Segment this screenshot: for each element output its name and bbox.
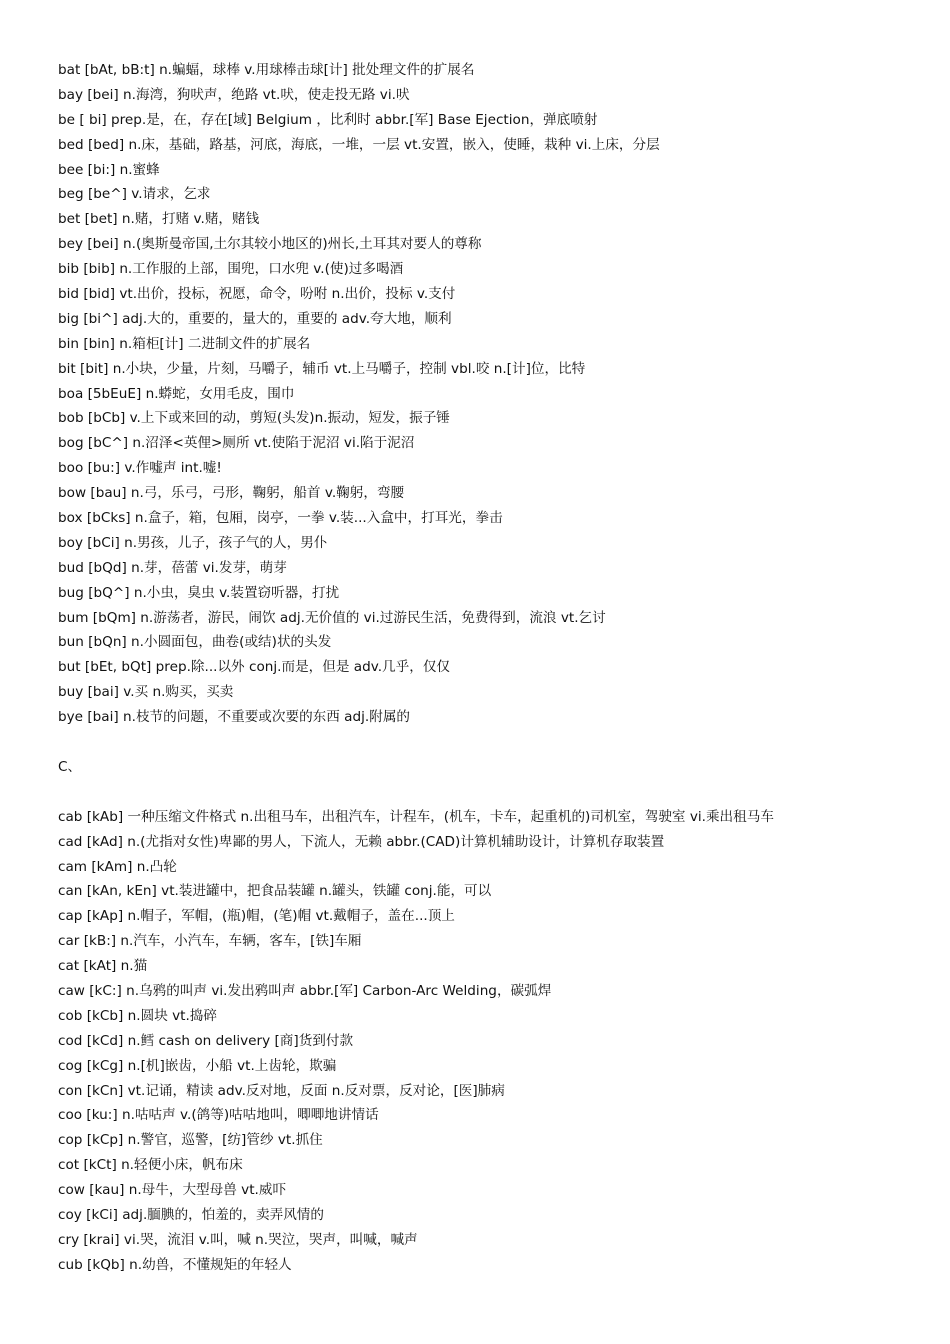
dictionary-entry: can [kAn, kEn] vt.装进罐中，把食品装罐 n.罐头，铁罐 conj.能，可以 (58, 883, 492, 900)
dictionary-entry: be [ bi] prep.是，在，存在[域] Belgium ，比利时 abbr.[军] Base Ejection，弹底喷射 (58, 111, 598, 128)
dictionary-entry: boy [bCi] n.男孩，儿子，孩子气的人，男仆 (58, 534, 328, 551)
dictionary-entry: car [kB:] n.汽车，小汽车，车辆，客车，[铁]车厢 (58, 933, 362, 950)
dictionary-entry: caw [kC:] n.乌鸦的叫声 vi.发出鸦叫声 abbr.[军] Carbon-Arc Welding，碳弧焊 (58, 982, 552, 999)
section-c-heading: C、 (58, 758, 82, 775)
dictionary-entry: bug [bQ^] n.小虫，臭虫 v.装置窃听器，打扰 (58, 584, 340, 601)
dictionary-entry: cad [kAd] n.(尤指对女性)卑鄙的男人，下流人，无赖 abbr.(CAD)计算机辅助设计，计算机存取装置 (58, 833, 665, 850)
dictionary-entry: cap [kAp] n.帽子，军帽，(瓶)帽，(笔)帽 vt.戴帽子，盖在...顶上 (58, 908, 455, 925)
dictionary-entry: cam [kAm] n.凸轮 (58, 858, 177, 875)
dictionary-entry: cab [kAb] 一种压缩文件格式 n.出租马车，出租汽车，计程车，(机车，卡车，起重机的)司机室，驾驶室 vi.乘出租马车 (58, 808, 774, 825)
dictionary-entry: coy [kCi] adj.腼腆的，怕羞的，卖弄风情的 (58, 1206, 324, 1223)
dictionary-entry: bey [bei] n.(奥斯曼帝国,土尔其较小地区的)州长,土耳其对要人的尊称 (58, 236, 482, 253)
dictionary-entry: cry [krai] vi.哭，流泪 v.叫，喊 n.哭泣，哭声，叫喊，喊声 (58, 1231, 418, 1248)
dictionary-entry: cat [kAt] n.猫 (58, 958, 148, 975)
dictionary-entry: bin [bin] n.箱柜[计] 二进制文件的扩展名 (58, 335, 311, 352)
dictionary-entry: cod [kCd] n.鳕 cash on delivery [商]货到付款 (58, 1032, 354, 1049)
dictionary-entry: bid [bid] vt.出价，投标，祝愿，命令，吩咐 n.出价，投标 v.支付 (58, 286, 456, 303)
dictionary-entry: box [bCks] n.盒子，箱，包厢，岗亭，一拳 v.装...入盒中，打耳光，拳击 (58, 510, 503, 527)
section-gap (58, 780, 938, 805)
dictionary-entry: buy [bai] v.买 n.购买，买卖 (58, 684, 234, 701)
dictionary-entry: cog [kCg] n.[机]嵌齿，小船 vt.上齿轮，欺骗 (58, 1057, 337, 1074)
dictionary-entry: bum [bQm] n.游荡者，游民，闹饮 adj.无价值的 vi.过游民生活，免费得到，流浪 vt.乞讨 (58, 609, 606, 626)
section-gap (58, 730, 938, 755)
dictionary-entry: but [bEt, bQt] prep.除...以外 conj.而是，但是 adv.几乎，仅仅 (58, 659, 451, 676)
dictionary-entry: bob [bCb] v.上下或来回的动，剪短(头发)n.振动，短发，振子锤 (58, 410, 450, 427)
dictionary-entry: bed [bed] n.床，基础，路基，河底，海底，一堆，一层 vt.安置，嵌入，使睡，栽种 vi.上床，分层 (58, 136, 660, 153)
dictionary-entry: boa [5bEuE] n.蟒蛇，女用毛皮，围巾 (58, 385, 295, 402)
dictionary-entry: bud [bQd] n.芽，蓓蕾 vi.发芽，萌芽 (58, 559, 287, 576)
dictionary-entry: cow [kau] n.母牛，大型母兽 vt.威吓 (58, 1182, 287, 1199)
dictionary-entry: bee [bi:] n.蜜蜂 (58, 161, 160, 178)
dictionary-entry: cot [kCt] n.轻便小床，帆布床 (58, 1157, 243, 1174)
dictionary-entry: bye [bai] n.枝节的问题，不重要或次要的东西 adj.附属的 (58, 709, 411, 726)
section-b-entries (58, 58, 938, 730)
dictionary-entry: boo [bu:] v.作嘘声 int.嘘! (58, 460, 222, 477)
dictionary-entry: bit [bit] n.小块，少量，片刻，马嚼子，辅币 vt.上马嚼子，控制 vbl.咬 n.[计]位，比特 (58, 360, 586, 377)
dictionary-entry: cub [kQb] n.幼兽，不懂规矩的年轻人 (58, 1256, 292, 1273)
dictionary-entry: bun [bQn] n.小圆面包，曲卷(或结)状的头发 (58, 634, 332, 651)
dictionary-entry: cop [kCp] n.警官，巡警，[纺]管纱 vt.抓住 (58, 1132, 323, 1149)
dictionary-entry: bog [bC^] n.沼泽<英俚>厕所 vt.使陷于泥沼 vi.陷于泥沼 (58, 435, 415, 452)
dictionary-entry: beg [be^] v.请求，乞求 (58, 186, 211, 203)
section-c-entries (58, 805, 938, 1278)
dictionary-entry: bib [bib] n.工作服的上部，围兜，口水兜 v.(使)过多喝酒 (58, 261, 404, 278)
document-page (58, 58, 938, 1278)
dictionary-entry: cob [kCb] n.圆块 vt.捣碎 (58, 1007, 217, 1024)
dictionary-entry: bow [bau] n.弓，乐弓，弓形，鞠躬，船首 v.鞠躬，弯腰 (58, 485, 405, 502)
dictionary-entry: big [bi^] adj.大的，重要的，量大的，重要的 adv.夸大地，顺利 (58, 310, 452, 327)
dictionary-entry: bay [bei] n.海湾，狗吠声，绝路 vt.吠，使走投无路 vi.吠 (58, 86, 410, 103)
dictionary-entry: coo [ku:] n.咕咕声 v.(鸽等)咕咕地叫，唧唧地讲情话 (58, 1107, 379, 1124)
dictionary-entry: bet [bet] n.赌，打赌 v.赌，赌钱 (58, 211, 260, 228)
dictionary-entry: con [kCn] vt.记诵，精读 adv.反对地，反面 n.反对票，反对论，[医]肺病 (58, 1082, 505, 1099)
dictionary-entry: bat [bAt, bB:t] n.蝙蝠，球棒 v.用球棒击球[计] 批处理文件的扩展名 (58, 62, 475, 78)
